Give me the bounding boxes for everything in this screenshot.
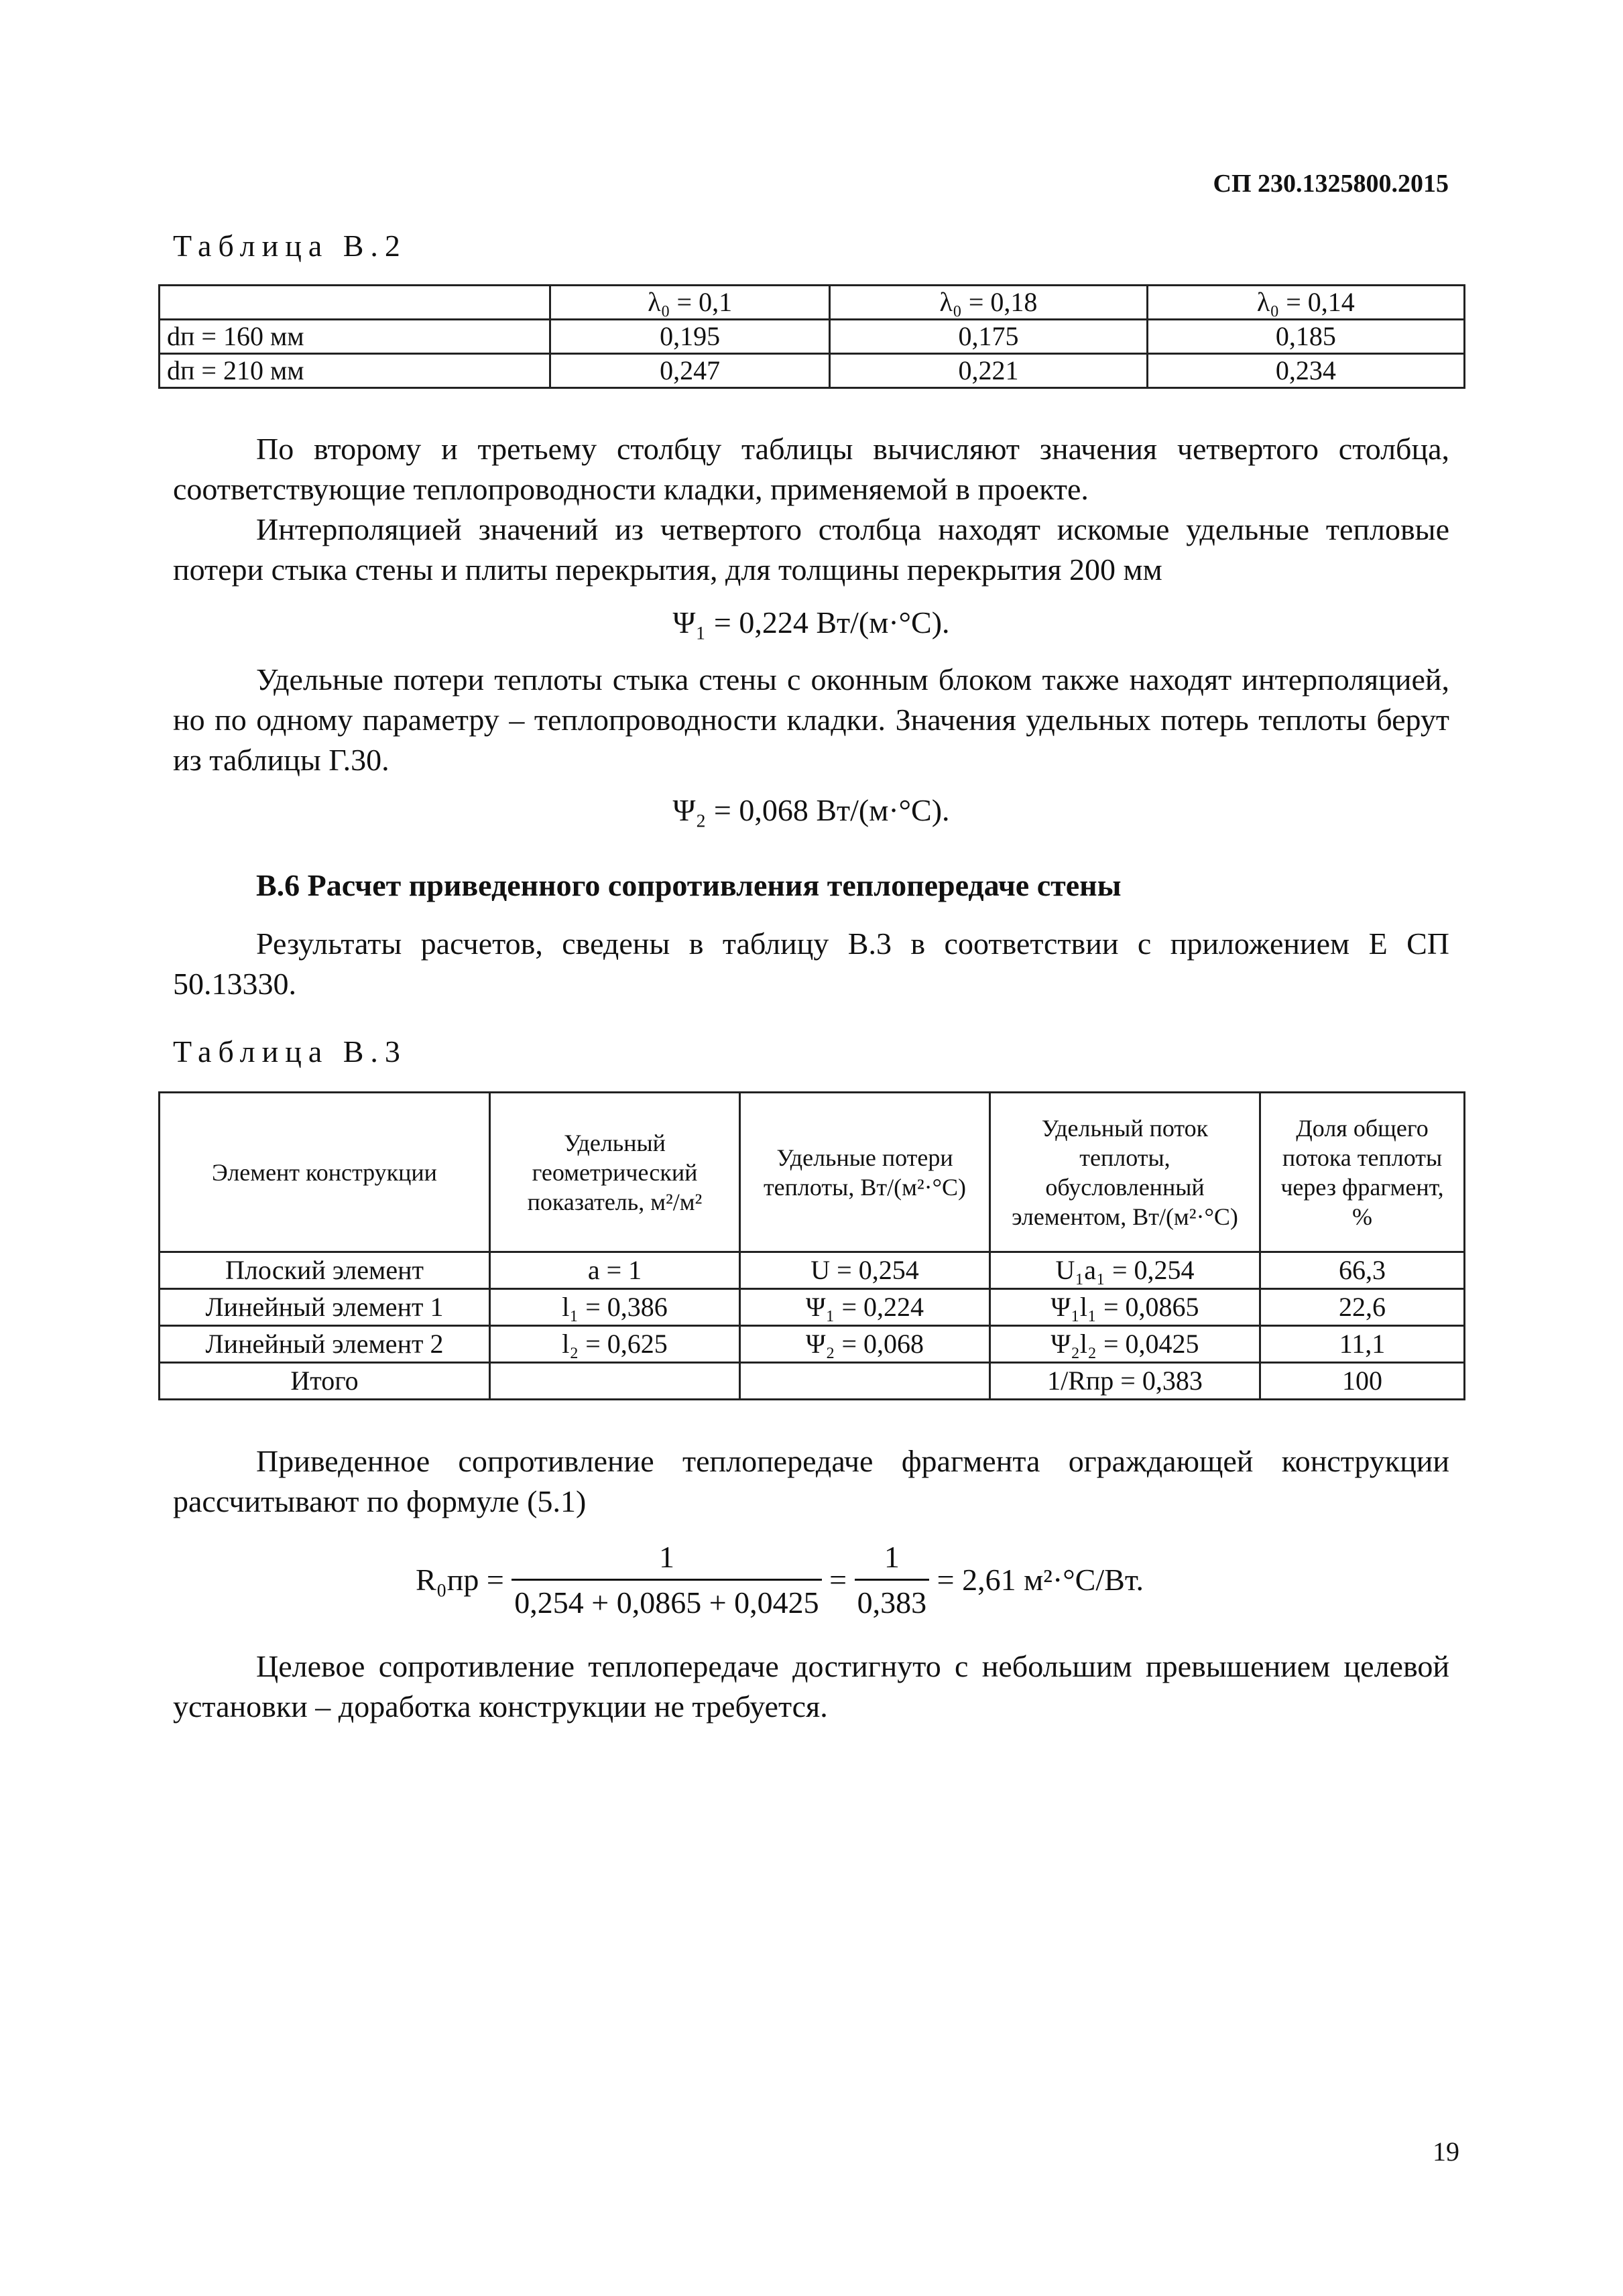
table-cell: Линейный элемент 2 [160,1326,490,1363]
table-row [160,1363,1465,1400]
equation-psi2: Ψ₂ = 0,068 Вт/(м·°С). [672,793,950,827]
table-b3-col-header: Удельные потери теплоты, Вт/(м²·°С) [740,1093,990,1252]
formula-reduced-resistance [416,1539,1144,1620]
table-b3-header-row [160,1093,1465,1252]
table-b2-col-header: λ₀ = 0,18 [830,286,1147,320]
paragraph-text: Удельные потери теплоты стыка стены с оконным блоком также находят интерполяцией, но по одному параметру – теплопроводности кладки. Значения удельных потерь теплоты берут из таблицы Г.30. [173,662,1449,777]
table-b3-col-header: Удельный геометрический показатель, м²/м² [490,1093,740,1252]
equation-psi1: Ψ₁ = 0,224 Вт/(м·°С). [672,605,950,640]
paragraph-5 [173,1646,1449,1727]
table-b3-col-header: Удельный поток теплоты, обусловленный элементом, Вт/(м²·°С) [990,1093,1260,1252]
table-cell: l₂ = 0,625 [490,1326,740,1363]
table-b2-col-header: λ₀ = 0,14 [1147,286,1464,320]
paragraph-text: Целевое сопротивление теплопередаче достигнуто с небольшим превышением целевой установки – доработка конструкции не требуется. [173,1649,1449,1724]
table-cell: 0,195 [550,320,830,354]
document-code: СП 230.1325800.2015 [1213,170,1449,198]
paragraph-1 [173,429,1449,590]
table-cell: 0,185 [1147,320,1464,354]
table-cell: 1/Rпр = 0,383 [990,1363,1260,1400]
table-b2-row-label: dп = 210 мм [160,354,550,388]
table-b2-caption: Таблица В.2 [173,229,407,263]
table-cell: 66,3 [1260,1252,1465,1289]
table-cell: 0,247 [550,354,830,388]
formula-equals: = [829,1563,847,1597]
table-cell: Ψ₁l₁ = 0,0865 [990,1289,1260,1326]
formula-numerator: 1 [658,1540,674,1574]
table-cell [490,1363,740,1400]
table-cell: 11,1 [1260,1326,1465,1363]
table-b2 [158,284,1465,389]
table-cell: 100 [1260,1363,1465,1400]
table-cell: 22,6 [1260,1289,1465,1326]
table-cell: Итого [160,1363,490,1400]
table-cell: Ψ₂ = 0,068 [740,1326,990,1363]
table-b2-col-header: λ₀ = 0,1 [550,286,830,320]
table-b3-col-header: Элемент конструкции [160,1093,490,1252]
table-cell: 0,175 [830,320,1147,354]
table-cell: Ψ₂l₂ = 0,0425 [990,1326,1260,1363]
table-row [160,354,1465,388]
table-b2-header-row [160,286,1465,320]
table-row [160,1326,1465,1363]
table-cell: Плоский элемент [160,1252,490,1289]
table-cell [740,1363,990,1400]
table-row [160,1289,1465,1326]
table-cell: U = 0,254 [740,1252,990,1289]
table-cell: l₁ = 0,386 [490,1289,740,1326]
formula-fraction-2 [855,1539,930,1620]
table-b3-caption: Таблица В.3 [173,1034,407,1069]
formula-denominator: 0,383 [855,1579,930,1620]
table-cell: U₁a₁ = 0,254 [990,1252,1260,1289]
section-heading: В.6 Расчет приведенного сопротивления теплопередаче стены [256,868,1122,902]
table-row [160,1252,1465,1289]
table-b2-row-label: dп = 160 мм [160,320,550,354]
table-b3 [158,1091,1465,1400]
formula-numerator: 1 [884,1540,900,1574]
table-b3-col-header: Доля общего потока теплоты через фрагмент, % [1260,1093,1465,1252]
table-row [160,320,1465,354]
page-number: 19 [1433,2136,1459,2167]
paragraph-4 [173,1441,1449,1522]
paragraph-text: Приведенное сопротивление теплопередаче фрагмента ограждающей конструкции рассчитывают по формуле (5.1) [173,1444,1449,1518]
paragraph-text: Интерполяцией значений из четвертого столбца находят искомые удельные тепловые потери стыка стены и плиты перекрытия, для толщины перекрытия 200 мм [173,512,1449,587]
table-cell: Ψ₁ = 0,224 [740,1289,990,1326]
paragraph-2 [173,660,1449,780]
paragraph-3 [173,924,1449,1004]
paragraph-text: По второму и третьему столбцу таблицы вычисляют значения четвертого столбца, соответствующие теплопроводности кладки, применяемой в проекте. [173,432,1449,506]
table-cell: Линейный элемент 1 [160,1289,490,1326]
formula-denominator: 0,254 + 0,0865 + 0,0425 [512,1579,821,1620]
formula-lhs: R₀пр = [416,1563,504,1597]
formula-result: = 2,61 м²·°С/Вт. [937,1563,1144,1597]
table-cell: a = 1 [490,1252,740,1289]
paragraph-text: Результаты расчетов, сведены в таблицу В.3 в соответствии с приложением Е СП 50.13330. [173,926,1449,1001]
table-b2-corner-cell [160,286,550,320]
formula-fraction-1 [512,1539,821,1620]
table-cell: 0,234 [1147,354,1464,388]
table-cell: 0,221 [830,354,1147,388]
